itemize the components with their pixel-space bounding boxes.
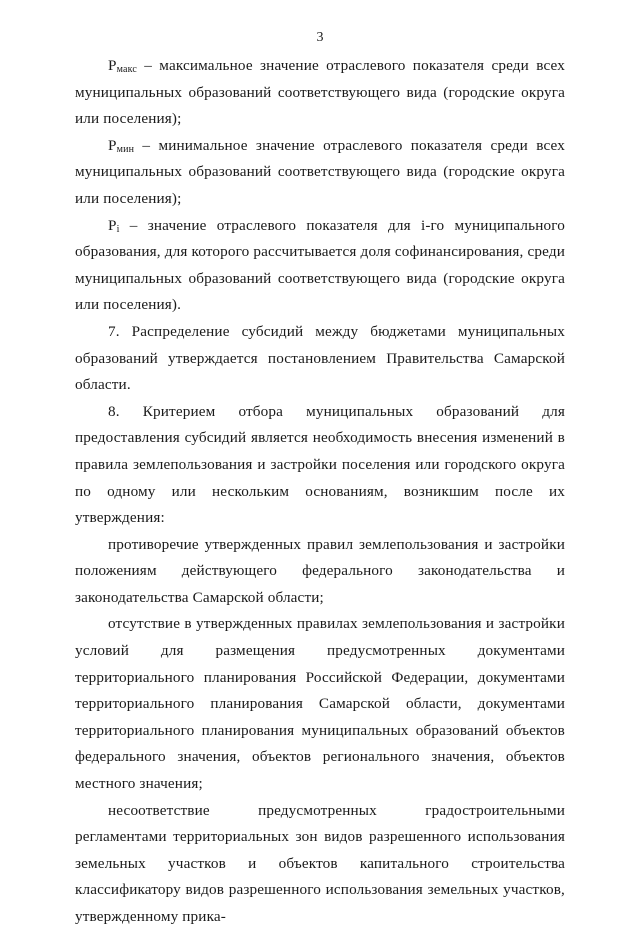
- symbol-subscript: i: [116, 223, 120, 235]
- definition-p-min: [75, 133, 565, 213]
- symbol-subscript: мин: [116, 143, 135, 155]
- criterion-absence: отсутствие в утвержденных правилах землепользования и застройки условий для размещения предусмотренных документами территориального планирования Российской Федерации, документами территориального планирования Самарской области, документами территориального планирования муниципальных образований объектов федерального значения, объектов регионального значения, объектов местного значения;: [75, 615, 565, 793]
- symbol: P: [108, 57, 117, 74]
- page-number: 3: [316, 30, 324, 45]
- symbol-subscript: макс: [116, 64, 137, 75]
- definition-p-i: [75, 213, 565, 319]
- definition-text: – максимальное значение отраслевого показателя среди всех муниципальных образований соответствующего вида (городские округа или поселения);: [75, 57, 565, 128]
- paragraph-8: 8. Критерием отбора муниципальных образований для предоставления субсидий является необходимость внесения изменений в правила землепользования и застройки поселения или городского округа по одному или нескольким основаниям, возникшим после их утверждения:: [75, 402, 565, 527]
- symbol: P: [108, 136, 117, 154]
- definition-p-max: [75, 53, 565, 133]
- criterion-nonconformity: несоответствие предусмотренных градостроительными регламентами территориальных зон видов разрешенного использования земельных участков и объектов капитального строительства классификатору видов разрешенного использования земельных участков, утвержденному прика-: [75, 801, 565, 925]
- document-body: [75, 53, 565, 931]
- definition-text: – значение отраслевого показателя для i-го муниципального образования, для которого рассчитывается доля софинансирования, среди муниципальных образований соответствующего вида (городские округа или поселения).: [75, 216, 565, 314]
- criterion-contradiction: противоречие утвержденных правил землепользования и застройки положениям действующего федерального законодательства и законодательства Самарской области;: [75, 535, 565, 606]
- definition-text: – минимальное значение отраслевого показателя среди всех муниципальных образований соответствующего вида (городские округа или поселения);: [75, 136, 565, 207]
- paragraph-7: 7. Распределение субсидий между бюджетами муниципальных образований утверждается постановлением Правительства Самарской области.: [75, 322, 565, 394]
- symbol: P: [108, 216, 117, 234]
